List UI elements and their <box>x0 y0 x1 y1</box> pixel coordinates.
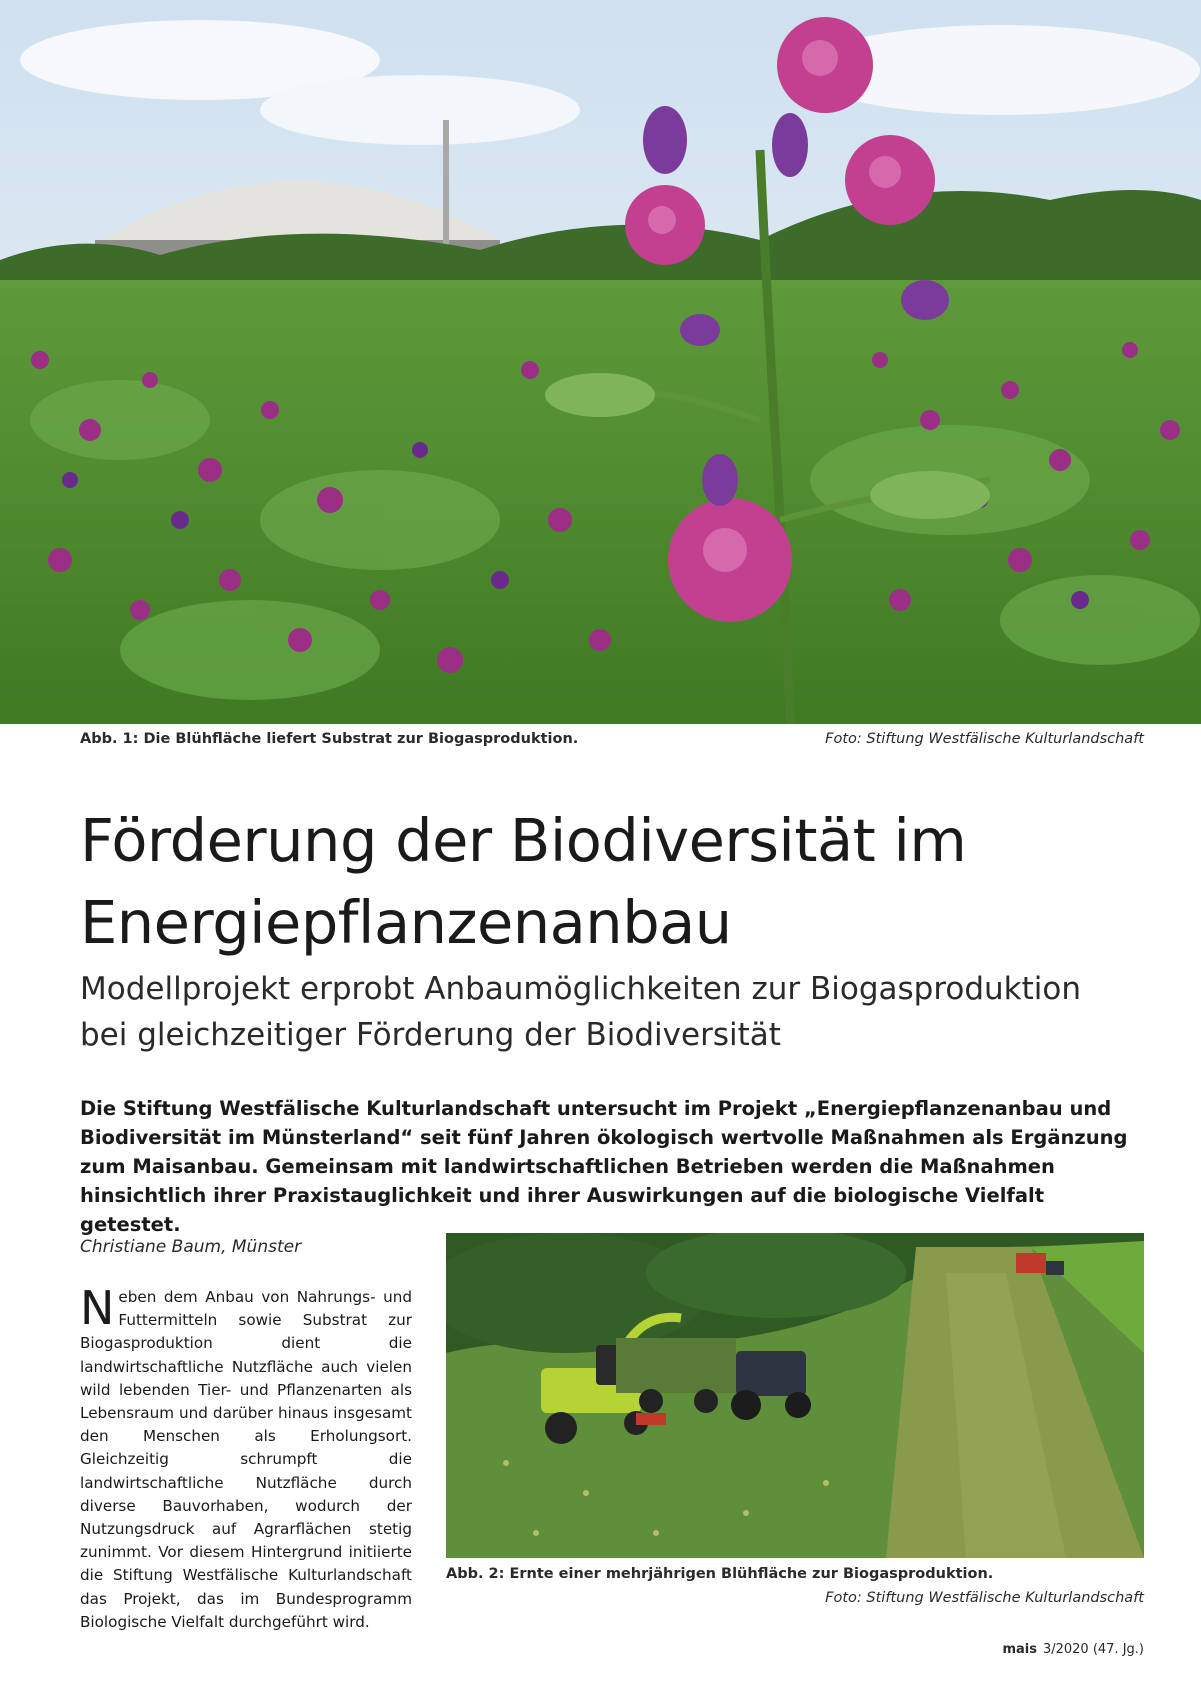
flower-field-image <box>0 0 1201 724</box>
title-line-1: Förderung der Biodiversität im <box>80 806 967 875</box>
subtitle-line-1: Modellprojekt erprobt Anbaumöglichkeiten zur Biogasproduktion <box>80 971 1082 1007</box>
figure2-caption: Abb. 2: Ernte einer mehrjährigen Blühfläche zur Biogasproduktion. <box>446 1566 994 1582</box>
figure2-credit: Foto: Stiftung Westfälische Kulturlandschaft <box>825 1590 1144 1606</box>
figure1-credit: Foto: Stiftung Westfälische Kulturlandschaft <box>825 731 1144 747</box>
article-body <box>80 1281 412 1634</box>
harvest-photo <box>446 1233 1144 1558</box>
figure1-caption-row <box>80 731 1144 753</box>
article-subtitle <box>80 966 1160 1058</box>
title-line-2: Energiepflanzenanbau <box>80 888 732 957</box>
hero-photo <box>0 0 1201 724</box>
magazine-name: mais <box>1002 1642 1037 1657</box>
article-title <box>80 800 1160 964</box>
harvest-image <box>446 1233 1144 1558</box>
issue-info: 3/2020 (47. Jg.) <box>1042 1642 1144 1657</box>
body-paragraph: eben dem Anbau von Nahrungs- und Futtermitteln sowie Substrat zur Biogasproduktion dient die landwirtschaftliche Nutzfläche auch vielen wild lebenden Tier- und Pflanzenarten als Lebensraum und darüber hinaus insgesamt den Menschen als Erholungsort. Gleichzeitig schrumpft die landwirtschaftliche Nutzfläche durch diverse Bauvorhaben, wodurch der Nutzungsdruck auf Agrarflächen stetig zunimmt. Vor diesem Hintergrund initiierte die Stiftung Westfälische Kulturlandschaft das Projekt, das im Bundesprogramm Biologische Vielfalt durchgeführt wird. <box>80 1288 412 1631</box>
drop-cap: N <box>80 1281 115 1335</box>
figure1-caption: Abb. 1: Die Blühfläche liefert Substrat zur Biogasproduktion. <box>80 731 579 747</box>
subtitle-line-2: bei gleichzeitiger Förderung der Biodiversität <box>80 1017 781 1053</box>
article-author: Christiane Baum, Münster <box>80 1237 302 1257</box>
article-lead: Die Stiftung Westfälische Kulturlandschaft untersucht im Projekt „Energiepflanzenanbau und Biodiversität im Münsterland“ seit fünf Jahren ökologisch wertvolle Maßnahmen als Ergänzung zum Maisanbau. Gemeinsam mit landwirtschaftlichen Betrieben werden die Maßnahmen hinsichtlich ihrer Praxistauglichkeit und ihrer Auswirkungen auf die biologische Vielfalt getestet. <box>80 1097 1128 1236</box>
page-footer <box>1002 1642 1144 1657</box>
